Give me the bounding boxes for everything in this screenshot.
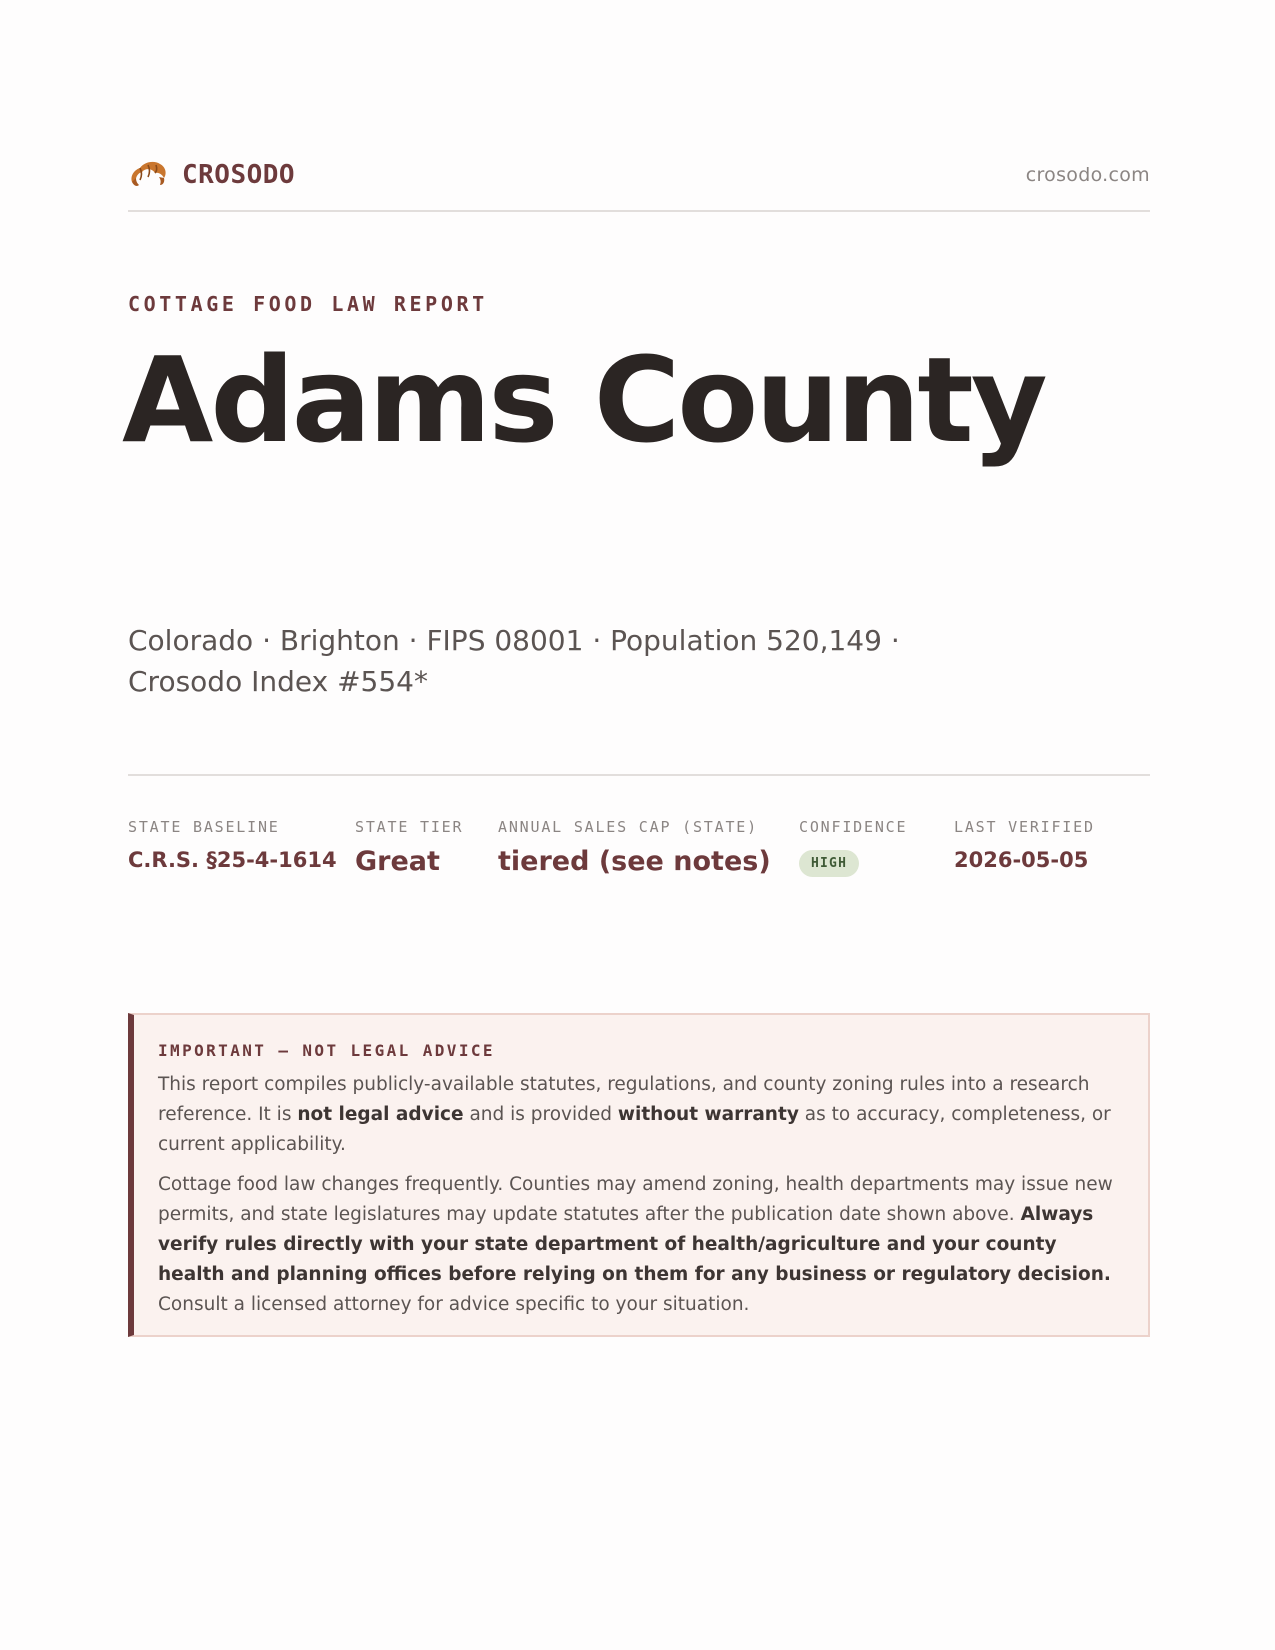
stat-label: ANNUAL SALES CAP (STATE) — [498, 818, 758, 836]
stat-label: STATE BASELINE — [128, 818, 280, 836]
stats-row — [128, 818, 1150, 898]
stat-value: 2026-05-05 — [954, 848, 1089, 872]
subtitle-line-2: Crosodo Index #554* — [128, 665, 428, 698]
report-subtitle — [128, 620, 948, 702]
notice-emphasis: Always verify rules directly with your state department of health/agriculture and your county health and planning offices before relying on them for any business or regulatory decision. — [158, 1204, 1111, 1285]
confidence-badge: HIGH — [799, 850, 859, 877]
stat-label: STATE TIER — [355, 818, 464, 836]
stat-value: tiered (see notes) — [498, 846, 771, 877]
page-title: Adams County — [122, 331, 1045, 469]
notice-text: This report compiles publicly-available statutes, regulations, and county zoning rules into a research reference. It is — [158, 1074, 1090, 1125]
site-link[interactable]: crosodo.com — [1025, 164, 1150, 186]
notice-emphasis: without warranty — [617, 1104, 799, 1125]
stat-label: LAST VERIFIED — [954, 818, 1095, 836]
divider — [128, 774, 1150, 776]
stat-value: Great — [355, 846, 440, 877]
notice-paragraph-2 — [158, 1170, 1122, 1320]
stat-label: CONFIDENCE — [799, 818, 908, 836]
notice-paragraph-1 — [158, 1070, 1122, 1160]
brand[interactable] — [128, 158, 295, 192]
croissant-icon — [128, 156, 168, 192]
stat-confidence — [799, 818, 907, 877]
stat-last-verified — [954, 818, 1095, 872]
notice-text: as to accuracy, completeness, or current applicability. — [158, 1104, 1111, 1155]
stat-value: C.R.S. §25-4-1614 — [128, 848, 337, 872]
notice-title: IMPORTANT — NOT LEGAL ADVICE — [158, 1041, 495, 1060]
report-eyebrow: COTTAGE FOOD LAW REPORT — [128, 292, 488, 316]
notice-emphasis: not legal advice — [297, 1104, 464, 1125]
notice-text: Cottage food law changes frequently. Counties may amend zoning, health departments may issue new permits, and state legislatures may update statutes after the publication date shown above. — [158, 1174, 1113, 1225]
legal-notice — [128, 1013, 1150, 1337]
page-header — [128, 158, 1150, 212]
stat-sales-cap — [498, 818, 771, 877]
notice-text: Consult a licensed attorney for advice specific to your situation. — [158, 1294, 750, 1315]
stat-state-tier — [355, 818, 463, 877]
stat-state-baseline — [128, 818, 337, 872]
subtitle-line-1: Colorado · Brighton · FIPS 08001 · Population 520,149 · — [128, 624, 900, 657]
notice-text: and is provided — [463, 1104, 618, 1125]
brand-name: CROSODO — [182, 160, 296, 190]
